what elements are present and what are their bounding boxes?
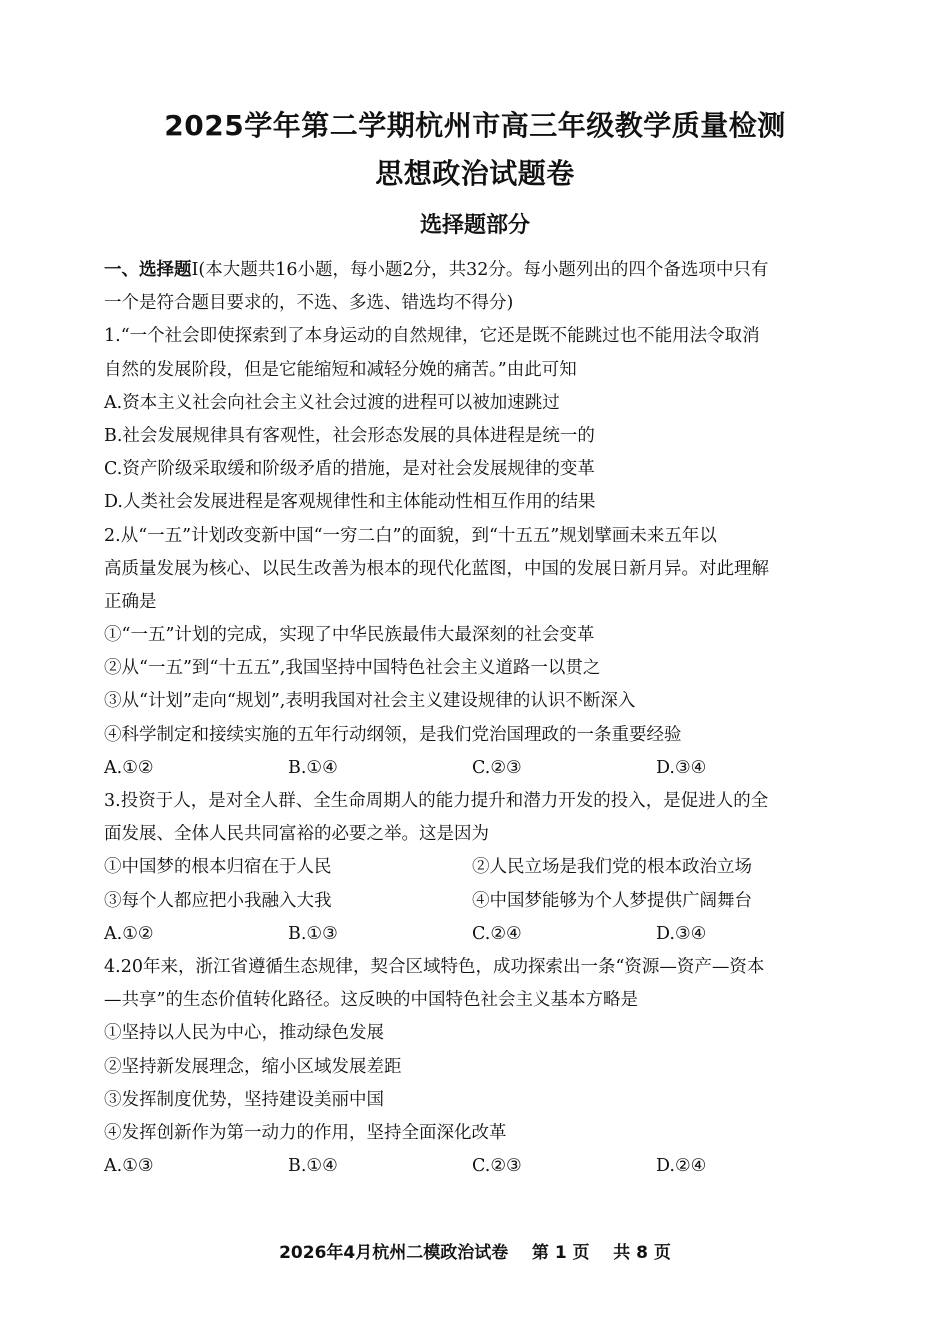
- q2-stem-line3: 正确是: [104, 591, 157, 612]
- q3-item-2: ②人民立场是我们党的根本政治立场: [472, 857, 752, 878]
- q1-option-d: D.人类社会发展进程是客观规律性和主体能动性相互作用的结果: [104, 492, 596, 513]
- part-heading-line2: 一个是符合题目要求的，不选、多选、错选均不得分): [104, 293, 514, 314]
- q3-items-row1: [104, 851, 844, 884]
- section-heading: 选择题部分: [419, 213, 530, 238]
- q3-option-c: C.②④: [472, 923, 522, 944]
- q2-item-1: ①“一五”计划的完成，实现了中华民族最伟大最深刻的社会变革: [104, 625, 595, 646]
- q2-item-2: ②从“一五”到“十五五”,我国坚持中国特色社会主义道路一以贯之: [104, 658, 601, 679]
- q3-stem-line2: 面发展、全体人民共同富裕的必要之举。这是因为: [104, 824, 489, 845]
- page-footer: 2026年4月杭州二模政治试卷 第 1 页 共 8 页: [279, 1243, 671, 1263]
- q2-item-4: ④科学制定和接续实施的五年行动纲领，是我们党治国理政的一条重要经验: [104, 724, 682, 745]
- q2-stem-line1: 2.从“一五”计划改变新中国“一穷二白”的面貌，到“十五五”规划擘画未来五年以: [104, 525, 717, 546]
- q1-option-a: A.资本主义社会向社会主义社会过渡的进程可以被加速跳过: [104, 392, 560, 413]
- q4-stem-line2: —共享”的生态价值转化路径。这反映的中国特色社会主义基本方略是: [104, 990, 638, 1011]
- q3-stem-line1: 3.投资于人，是对全人群、全生命周期人的能力提升和潜力开发的投入，是促进人的全: [104, 791, 769, 811]
- q3-option-d: D.③④: [656, 923, 707, 944]
- q4-option-a: A.①③: [104, 1156, 154, 1177]
- question-body: [104, 254, 844, 1183]
- q3-item-3: ③每个人都应把小我融入大我: [104, 890, 332, 911]
- q4-option-d: D.②④: [656, 1156, 707, 1177]
- q3-option-a: A.①②: [104, 923, 154, 944]
- q2-option-d: D.③④: [656, 757, 707, 778]
- q4-option-b: B.①④: [288, 1156, 338, 1177]
- q3-item-4: ④中国梦能够为个人梦提供广阔舞台: [472, 890, 752, 911]
- part-heading: [104, 254, 844, 287]
- q3-options: [104, 918, 844, 951]
- q4-item-3: ③发挥制度优势，坚持建设美丽中国: [104, 1089, 384, 1110]
- q4-item-2: ②坚持新发展理念，缩小区域发展差距: [104, 1056, 402, 1077]
- part-heading-instructions: Ⅰ(本大题共16小题，每小题2分，共32分。每小题列出的四个备选项中只有: [191, 260, 769, 280]
- q4-stem-line1: 4.20年来，浙江省遵循生态规律，契合区域特色，成功探索出一条“资源—资产—资本: [104, 956, 765, 977]
- q4-option-c: C.②③: [472, 1156, 522, 1177]
- q1-option-b: B.社会发展规律具有客观性，社会形态发展的具体进程是统一的: [104, 425, 595, 446]
- q2-option-c: C.②③: [472, 757, 522, 778]
- q4-options: [104, 1150, 844, 1183]
- q1-stem-line2: 自然的发展阶段，但是它能缩短和减轻分娩的痛苦。”由此可知: [104, 359, 577, 380]
- q2-stem-line2: 高质量发展为核心、以民生改善为根本的现代化蓝图，中国的发展日新月异。对此理解: [104, 558, 769, 579]
- q3-items-row2: [104, 885, 844, 918]
- q2-item-3: ③从“计划”走向“规划”,表明我国对社会主义建设规律的认识不断深入: [104, 691, 636, 712]
- exam-title: 2025学年第二学期杭州市高三年级教学质量检测: [164, 109, 786, 142]
- exam-subtitle: 思想政治试题卷: [375, 157, 575, 190]
- q2-option-b: B.①④: [288, 757, 338, 778]
- part-heading-label: 一、选择题: [104, 260, 192, 280]
- q3-item-1: ①中国梦的根本归宿在于人民: [104, 857, 332, 878]
- q4-item-1: ①坚持以人民为中心，推动绿色发展: [104, 1023, 384, 1044]
- q4-item-4: ④发挥创新作为第一动力的作用，坚持全面深化改革: [104, 1122, 507, 1143]
- q2-option-a: A.①②: [104, 757, 154, 778]
- q1-option-c: C.资产阶级采取缓和阶级矛盾的措施，是对社会发展规律的变革: [104, 459, 595, 480]
- q1-stem-line1: 1.“一个社会即使探索到了本身运动的自然规律，它还是既不能跳过也不能用法令取消: [104, 326, 760, 347]
- q2-options: [104, 752, 844, 785]
- q3-option-b: B.①③: [288, 923, 338, 944]
